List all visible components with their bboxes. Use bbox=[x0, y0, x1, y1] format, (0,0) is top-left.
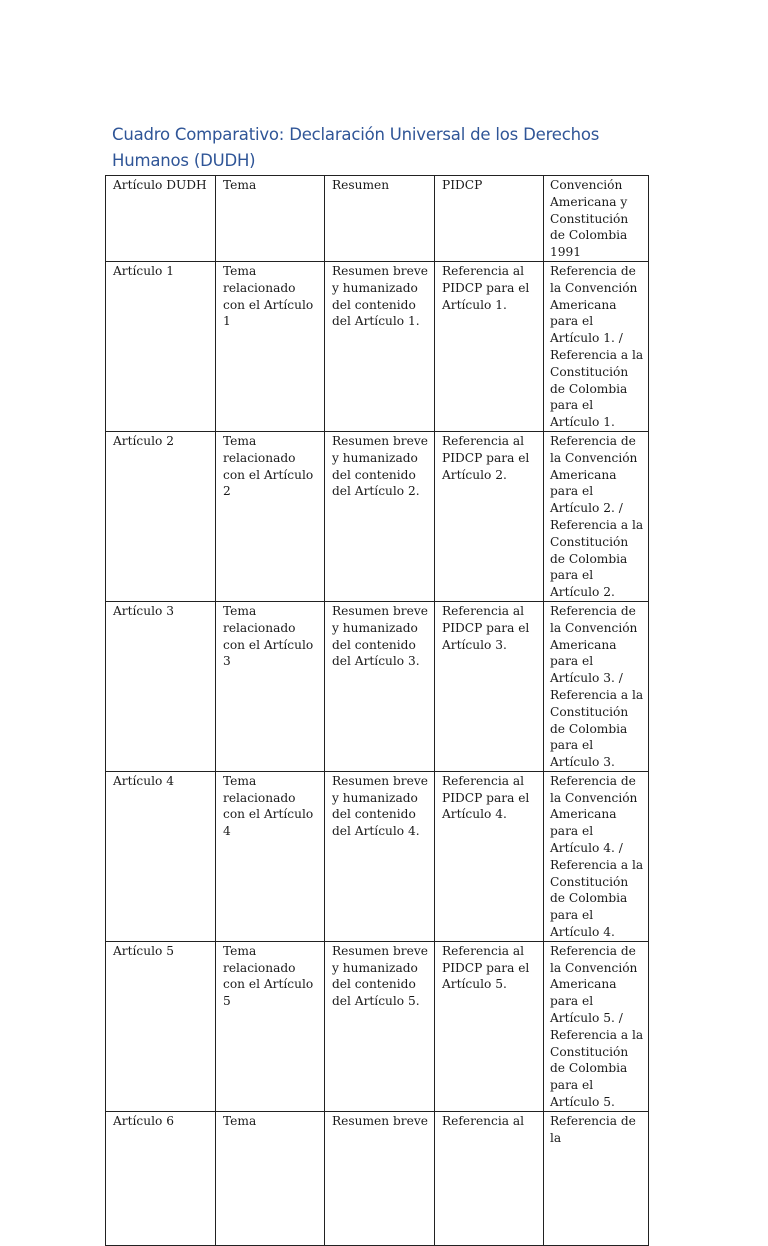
header-cell-articulo: Artículo DUDH bbox=[106, 176, 216, 262]
cell-resumen: Resumen breve y humanizado del contenido del Artículo 5. bbox=[325, 941, 435, 1111]
header-cell-convencion: Convención Americana y Constitución de Colombia 1991 bbox=[544, 176, 649, 262]
table-row bbox=[106, 1111, 649, 1245]
cell-tema: Tema bbox=[216, 1111, 325, 1245]
cell-pidcp: Referencia al PIDCP para el Artículo 3. bbox=[435, 601, 544, 771]
cell-articulo: Artículo 2 bbox=[106, 431, 216, 601]
cell-convencion: Referencia de la Convención Americana para el Artículo 2. / Referencia a la Constitución de Colombia para el Artículo 2. bbox=[544, 431, 649, 601]
cell-pidcp: Referencia al PIDCP para el Artículo 4. bbox=[435, 771, 544, 941]
cell-convencion: Referencia de la Convención Americana para el Artículo 3. / Referencia a la Constitución de Colombia para el Artículo 3. bbox=[544, 601, 649, 771]
cell-tema: Tema relacionado con el Artículo 5 bbox=[216, 941, 325, 1111]
cell-convencion: Referencia de la Convención Americana para el Artículo 1. / Referencia a la Constitución de Colombia para el Artículo 1. bbox=[544, 261, 649, 431]
cell-convencion: Referencia de la Convención Americana para el Artículo 4. / Referencia a la Constitución de Colombia para el Artículo 4. bbox=[544, 771, 649, 941]
cell-pidcp: Referencia al PIDCP para el Artículo 1. bbox=[435, 261, 544, 431]
cell-tema: Tema relacionado con el Artículo 1 bbox=[216, 261, 325, 431]
cell-pidcp: Referencia al PIDCP para el Artículo 2. bbox=[435, 431, 544, 601]
cell-pidcp: Referencia al PIDCP para el Artículo 5. bbox=[435, 941, 544, 1111]
cell-articulo: Artículo 5 bbox=[106, 941, 216, 1111]
cell-pidcp: Referencia al bbox=[435, 1111, 544, 1245]
cell-resumen: Resumen breve y humanizado del contenido del Artículo 3. bbox=[325, 601, 435, 771]
document-title: Cuadro Comparativo: Declaración Universal de los Derechos Humanos (DUDH) bbox=[112, 125, 600, 170]
comparison-table-container bbox=[105, 175, 650, 1145]
cell-convencion: Referencia de la Convención Americana para el Artículo 5. / Referencia a la Constitución de Colombia para el Artículo 5. bbox=[544, 941, 649, 1111]
cell-tema: Tema relacionado con el Artículo 2 bbox=[216, 431, 325, 601]
table-row bbox=[106, 941, 649, 1111]
header-cell-pidcp: PIDCP bbox=[435, 176, 544, 262]
header-cell-resumen: Resumen bbox=[325, 176, 435, 262]
cell-resumen: Resumen breve y humanizado del contenido del Artículo 2. bbox=[325, 431, 435, 601]
table-row bbox=[106, 261, 649, 431]
cell-convencion: Referencia de la bbox=[544, 1111, 649, 1245]
comparison-table bbox=[105, 175, 649, 1246]
table-row bbox=[106, 601, 649, 771]
cell-resumen: Resumen breve y humanizado del contenido del Artículo 4. bbox=[325, 771, 435, 941]
header-cell-tema: Tema bbox=[216, 176, 325, 262]
table-row bbox=[106, 431, 649, 601]
cell-resumen: Resumen breve y humanizado del contenido del Artículo 1. bbox=[325, 261, 435, 431]
cell-tema: Tema relacionado con el Artículo 4 bbox=[216, 771, 325, 941]
table-header-row bbox=[106, 176, 649, 262]
cell-articulo: Artículo 3 bbox=[106, 601, 216, 771]
table-row bbox=[106, 771, 649, 941]
cell-articulo: Artículo 1 bbox=[106, 261, 216, 431]
cell-articulo: Artículo 4 bbox=[106, 771, 216, 941]
cell-resumen: Resumen breve bbox=[325, 1111, 435, 1245]
cell-articulo: Artículo 6 bbox=[106, 1111, 216, 1245]
cell-tema: Tema relacionado con el Artículo 3 bbox=[216, 601, 325, 771]
